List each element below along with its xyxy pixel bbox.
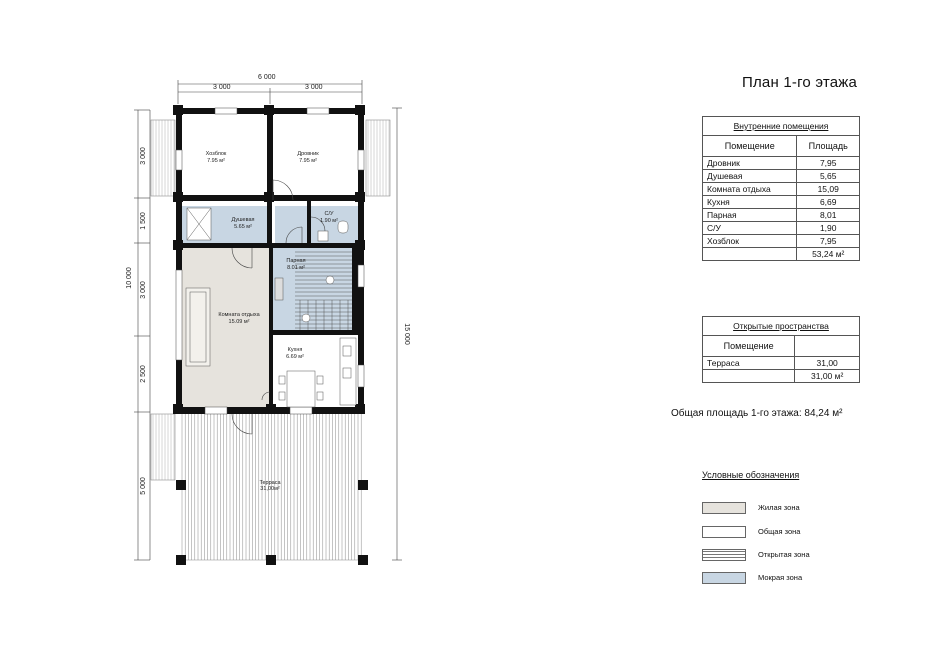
area-cell: 7,95 xyxy=(797,235,860,248)
legend-label: Жилая зона xyxy=(758,503,800,512)
table-row xyxy=(703,157,860,170)
total-area: Общая площадь 1-го этажа: 84,24 м² xyxy=(671,408,843,419)
room-area-drovnik: 7.95 м² xyxy=(299,158,317,164)
exterior-caption: Открытые пространства xyxy=(703,317,860,336)
room-name-sauna: Парная xyxy=(286,258,306,264)
interior-col-room: Помещение xyxy=(703,136,797,157)
legend-swatch xyxy=(702,572,746,584)
room-name-lounge: Комната отдыха xyxy=(218,312,260,318)
open-spaces-table xyxy=(702,316,860,383)
table-total-row xyxy=(703,370,860,383)
room-area-hozblok: 7.95 м² xyxy=(207,158,225,164)
room-area-shower: 5.65 м² xyxy=(234,224,252,230)
table-total-row xyxy=(703,248,860,261)
table-row xyxy=(703,209,860,222)
interior-caption: Внутренние помещения xyxy=(703,117,860,136)
dim-top-left: 3 000 xyxy=(213,84,231,91)
room-name-su: С/У xyxy=(324,211,334,217)
table-row xyxy=(703,357,860,370)
room-area-su: 1.90 м² xyxy=(320,218,338,224)
dim-left-seg-1: 3 000 xyxy=(140,147,147,165)
room-cell: Душевая xyxy=(703,170,797,183)
table-row xyxy=(703,235,860,248)
room-cell: С/У xyxy=(703,222,797,235)
table-row xyxy=(703,196,860,209)
room-name-kitchen: Кухня xyxy=(287,347,303,353)
table-row xyxy=(703,183,860,196)
porch-terrace xyxy=(151,414,175,480)
room-cell: Комната отдыха xyxy=(703,183,797,196)
area-cell: 8,01 xyxy=(797,209,860,222)
area-cell: 15,09 xyxy=(797,183,860,196)
room-name-terrace: Терраса xyxy=(259,480,281,486)
room-area-sauna: 8.01 м² xyxy=(287,265,305,271)
toilet xyxy=(338,221,348,233)
room-cell: Парная xyxy=(703,209,797,222)
exterior-col-area xyxy=(795,336,860,357)
area-cell: 1,90 xyxy=(797,222,860,235)
sink xyxy=(318,231,328,241)
room-name-drovnik: Дровник xyxy=(297,151,319,157)
interior-col-area: Площадь xyxy=(797,136,860,157)
porch-left xyxy=(151,120,175,196)
room-cell: Дровник xyxy=(703,157,797,170)
sofa xyxy=(186,288,210,366)
legend-label: Открытая зона xyxy=(758,550,810,559)
page-title: План 1-го этажа xyxy=(742,74,858,91)
exterior-total: 31,00 м² xyxy=(795,370,860,383)
legend-swatch xyxy=(702,549,746,561)
stove xyxy=(275,278,283,300)
area-cell: 6,69 xyxy=(797,196,860,209)
table-row xyxy=(703,222,860,235)
exterior-col-room: Помещение xyxy=(703,336,795,357)
interior-rooms-table xyxy=(702,116,860,261)
dim-left-seg-2: 1 500 xyxy=(140,212,147,230)
legend-swatch xyxy=(702,526,746,538)
room-cell: Хозблок xyxy=(703,235,797,248)
legend-swatch xyxy=(702,502,746,514)
porch-right xyxy=(366,120,390,196)
dim-left-seg-5: 5 000 xyxy=(140,477,147,495)
room-name-hozblok: Хозблок xyxy=(205,151,227,157)
room-area-terrace: 31,00м² xyxy=(260,486,280,492)
dim-left-seg-4: 2 500 xyxy=(140,365,147,383)
table-row xyxy=(703,170,860,183)
legend-label: Общая зона xyxy=(758,527,801,536)
room-area-lounge: 15.09 м² xyxy=(228,319,250,325)
area-cell: 31,00 xyxy=(795,357,860,370)
dim-left-total: 10 000 xyxy=(126,267,133,289)
room-name-shower: Душевая xyxy=(231,217,255,223)
room-area-kitchen: 6.69 м² xyxy=(286,354,304,360)
dim-left-seg-3: 3 000 xyxy=(140,281,147,299)
kitchen-table xyxy=(287,371,315,407)
dim-right-total: 15 000 xyxy=(403,323,410,345)
dim-top-total: 6 000 xyxy=(258,74,276,81)
dim-top-right: 3 000 xyxy=(305,84,323,91)
area-cell: 5,65 xyxy=(797,170,860,183)
room-cell: Кухня xyxy=(703,196,797,209)
legend-label: Мокрая зона xyxy=(758,573,803,582)
area-cell: 7,95 xyxy=(797,157,860,170)
legend-title: Условные обозначения xyxy=(702,470,800,480)
room-cell: Терраса xyxy=(703,357,795,370)
interior-total: 53,24 м² xyxy=(797,248,860,261)
